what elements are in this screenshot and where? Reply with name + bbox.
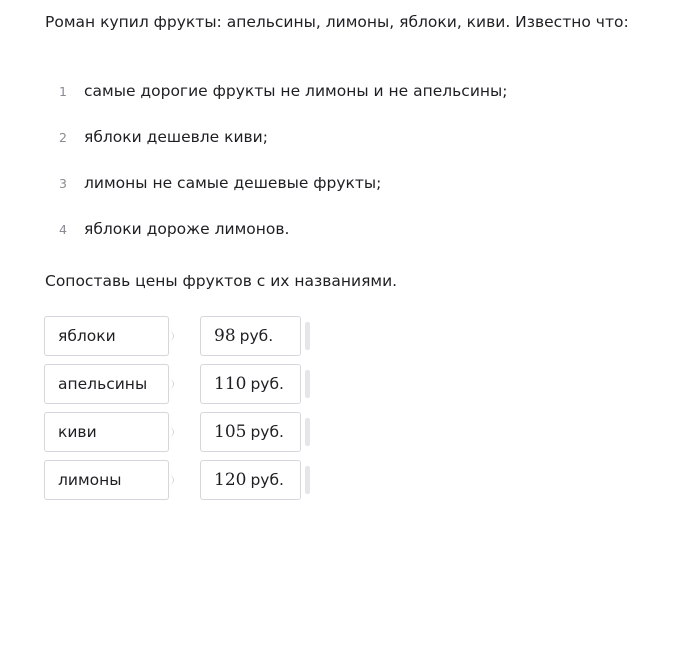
connector-notch bbox=[169, 460, 200, 500]
price-card[interactable] bbox=[200, 316, 301, 356]
condition-number: 4 bbox=[59, 221, 67, 237]
price-card[interactable] bbox=[200, 364, 301, 404]
connector-notch bbox=[169, 412, 200, 452]
price-amount: 120 bbox=[214, 470, 247, 490]
price-unit: руб. bbox=[239, 327, 274, 345]
price-card[interactable] bbox=[200, 460, 301, 500]
matching-area bbox=[44, 316, 310, 508]
task-instruction: Сопоставь цены фруктов с их названиями. bbox=[45, 272, 398, 290]
price-card[interactable] bbox=[200, 412, 301, 452]
condition-item bbox=[57, 160, 508, 206]
condition-number: 3 bbox=[59, 175, 67, 191]
condition-item bbox=[57, 68, 508, 114]
match-row bbox=[44, 316, 310, 356]
drag-handle[interactable] bbox=[305, 370, 310, 398]
price-unit: руб. bbox=[250, 471, 284, 489]
condition-text: яблоки дешевле киви; bbox=[84, 128, 268, 146]
match-row bbox=[44, 364, 310, 404]
price-unit: руб. bbox=[250, 423, 284, 441]
condition-item bbox=[57, 114, 508, 160]
condition-item bbox=[57, 206, 508, 252]
fruit-slot-oranges[interactable]: апельсины bbox=[44, 364, 169, 404]
fruit-slot-kiwi[interactable]: киви bbox=[44, 412, 169, 452]
connector-notch bbox=[169, 316, 200, 356]
price-amount: 110 bbox=[214, 374, 247, 394]
price-amount: 98 bbox=[214, 326, 236, 346]
drag-handle[interactable] bbox=[305, 418, 310, 446]
condition-number: 1 bbox=[59, 83, 67, 99]
condition-number: 2 bbox=[59, 129, 67, 145]
price-unit: руб. bbox=[250, 375, 284, 393]
conditions-list bbox=[57, 68, 508, 252]
condition-text: яблоки дороже лимонов. bbox=[84, 220, 290, 238]
match-row bbox=[44, 412, 310, 452]
match-row bbox=[44, 460, 310, 500]
price-amount: 105 bbox=[214, 422, 247, 442]
problem-statement: Роман купил фрукты: апельсины, лимоны, яблоки, киви. Известно что: bbox=[45, 13, 629, 31]
drag-handle[interactable] bbox=[305, 322, 310, 350]
condition-text: лимоны не самые дешевые фрукты; bbox=[84, 174, 382, 192]
drag-handle[interactable] bbox=[305, 466, 310, 494]
connector-notch bbox=[169, 364, 200, 404]
condition-text: самые дорогие фрукты не лимоны и не апельсины; bbox=[84, 82, 508, 100]
fruit-slot-lemons[interactable]: лимоны bbox=[44, 460, 169, 500]
fruit-slot-apples[interactable]: яблоки bbox=[44, 316, 169, 356]
